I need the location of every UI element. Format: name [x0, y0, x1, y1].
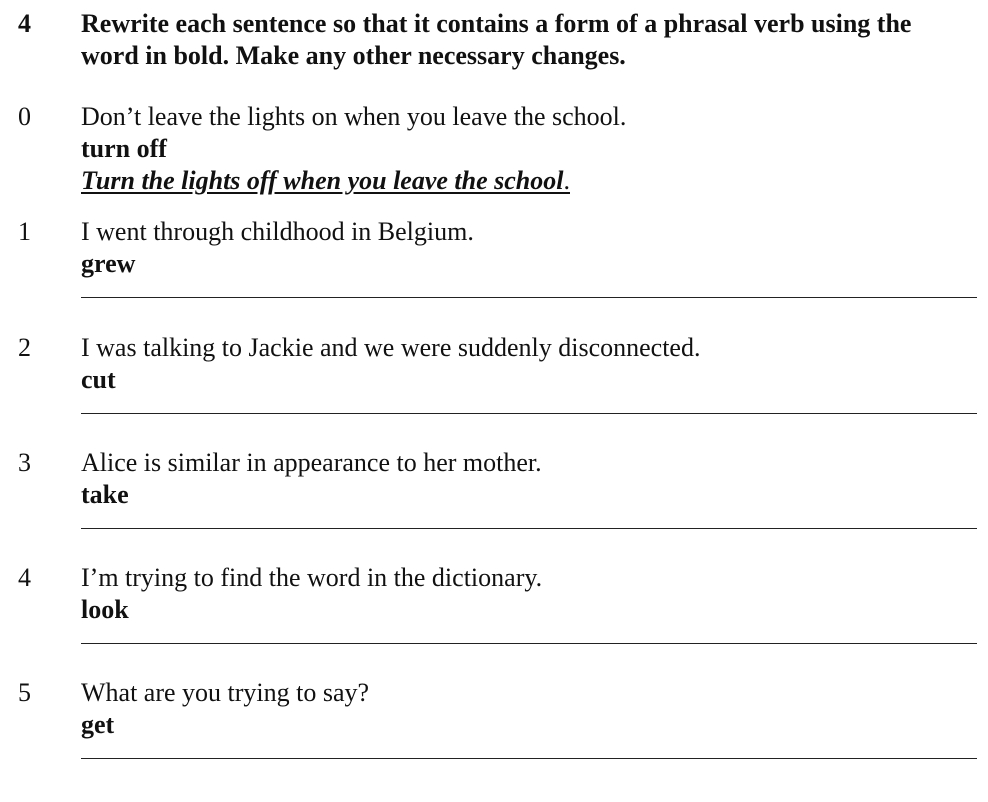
instruction-line-2: word in bold. Make any other necessary changes.	[81, 41, 626, 70]
answer-line[interactable]	[81, 413, 977, 414]
answer-line[interactable]	[81, 758, 977, 759]
item-sentence: I was talking to Jackie and we were suddenly disconnected.	[81, 333, 701, 362]
exercise-header	[18, 8, 983, 78]
item-sentence: I went through childhood in Belgium.	[81, 217, 474, 246]
item-sentence: I’m trying to find the word in the dictionary.	[81, 563, 543, 592]
item-keyword: take	[81, 480, 129, 509]
exercise-number: 4	[18, 9, 31, 38]
item-number: 1	[18, 217, 31, 246]
item-sentence: What are you trying to say?	[81, 678, 370, 707]
answer-line[interactable]	[81, 528, 977, 529]
item-keyword: look	[81, 595, 129, 624]
item-number: 2	[18, 333, 31, 362]
item-number: 5	[18, 678, 31, 707]
item-number: 4	[18, 563, 31, 592]
instruction-line-1: Rewrite each sentence so that it contains a form of a phrasal verb using the	[81, 9, 912, 38]
item-keyword: turn off	[81, 134, 167, 163]
item-number: 3	[18, 448, 31, 477]
item-sentence: Alice is similar in appearance to her mother.	[81, 448, 542, 477]
item-number: 0	[18, 102, 31, 131]
item-sentence: Don’t leave the lights on when you leave the school.	[81, 102, 627, 131]
item-keyword: cut	[81, 365, 116, 394]
answer-line[interactable]	[81, 643, 977, 644]
example-answer-text: Turn the lights off when you leave the school	[81, 166, 564, 195]
example-answer	[81, 165, 570, 197]
example-answer-punctuation: .	[563, 166, 570, 195]
answer-line[interactable]	[81, 297, 977, 298]
exercise-instruction	[81, 8, 986, 72]
item-keyword: get	[81, 710, 115, 739]
item-keyword: grew	[81, 249, 136, 278]
